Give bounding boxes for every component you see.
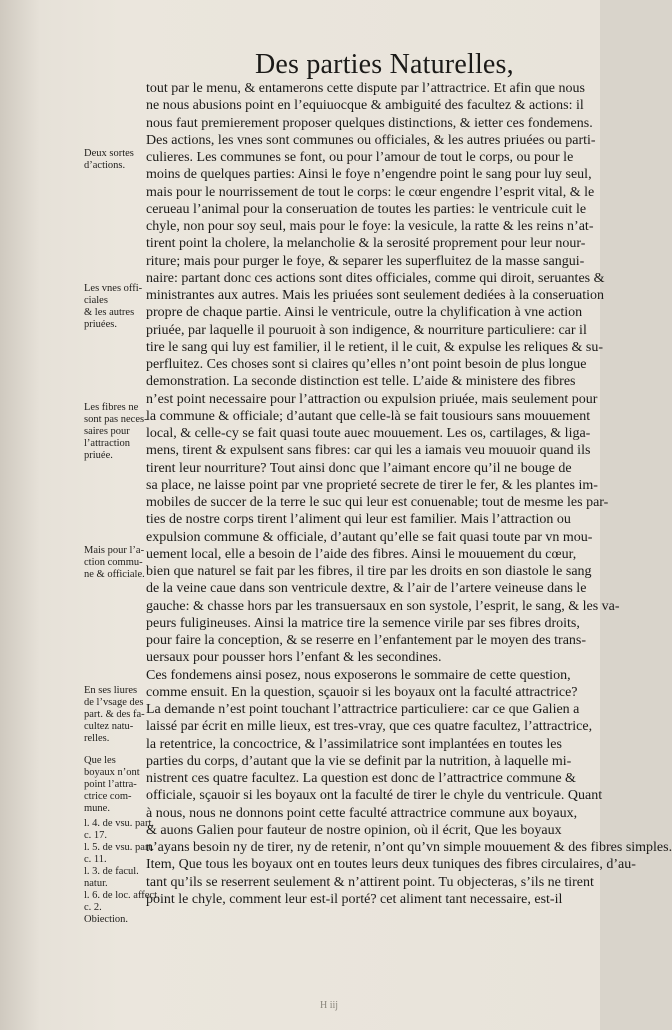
text-line: nous faut premierement proposer quelques distinctions, & ietter ces fondemens. [146,115,593,131]
text-line: chyle, non pour soy seul, mais pour le foye: la vesicule, la ratte & les reins n’at- [146,219,594,234]
text-line: cerueau l’animal pour la conseruation de toutes les parties: le ventricule cuit le [146,201,587,217]
text-line: gauche: & chasse hors par les transuersaux en son systole, l’esprit, le sang, & les va- [146,598,620,614]
margin-note-line: l. 6. de loc. affect. [84,890,160,901]
text-line: mens, tirent & expulsent sans fibres: car qui les a iamais veu mouuoir quand ils [146,443,591,459]
text-line: La demande n’est point touchant l’attractrice particuliere: car ce que Galien a [146,702,580,717]
text-line: n’est point necessaire pour l’attraction ou expulsion priuée, mais seulement pour [146,391,598,407]
text-line: mais pour le nourrissement de tout le corps: le cœur engendre l’esprit vital, & le [146,184,595,200]
margin-note-line: relles. [84,733,110,744]
text-line: nistrent ces quatre facultez. La question est donc de l’attractrice commune & [146,771,576,786]
margin-note-boyaux [84,755,148,815]
margin-note-line: c. 17. [84,830,108,841]
text-line: pour faire la conception, & se reserre en l’enfantement par le moyen des trans- [146,633,587,648]
text-line: culieres. Les communes se font, ou pour l’amour de tout le corps, ou pour le [146,150,574,165]
margin-note-line: l’attraction [84,438,131,449]
margin-note-line: Les vnes offi- [84,283,143,294]
margin-note-commune [84,545,148,581]
margin-note-line: ciales [84,295,108,306]
text-line: local, & celle-cy se fait quasi toute auec mouuement. Les os, cartilages, & liga- [146,426,591,441]
margin-note-line: l. 4. de vsu. part. [84,818,154,829]
text-line: laissé par écrit en mille lieux, est tres-vray, que ces quatre facultez, l’attractrice, [146,719,593,735]
margin-note-line: c. 11. [84,854,107,865]
text-line: la commune & officiale; d’autant que celle-là se fait tousiours sans mouuement [146,408,591,424]
text-line: riture; mais pour purger le foye, & separer les superfluitez de la masse sangui- [146,253,585,269]
margin-note-line: natur. [84,878,108,889]
margin-note-line: saires pour [84,426,130,437]
text-line: priuée, par laquelle il pouruoit à son indigence, & nourriture particuliere: car il [146,322,587,338]
margin-note-line: priuées. [84,319,117,330]
margin-note-line: sont pas neces- [84,414,148,425]
text-line: mobiles de succer de la terre le suc qui leur est conuenable; tout de mesme les par- [146,495,609,510]
margin-note-line: part. & des fa- [84,709,145,720]
text-line: Des actions, les vnes sont communes ou officiales, & les autres priuées ou parti- [146,132,596,148]
text-line: propre de chaque partie. Ainsi le ventricule, outre la chylification à vne action [146,305,583,321]
text-line: tant qu’ils se reserrent seulement & n’attirent point. Tu objecteras, s’ils ne tirent [146,874,594,890]
text-line: ministrantes aux autres. Mais les priuées sont seulement dediées à la conseruation [146,288,604,303]
text-line: sa place, ne laisse point par vne proprieté secrete de tirer le fer, & les plantes im- [146,477,598,493]
text-line: tirent leur nourriture? Tout ainsi donc que l’aimant encore qu’il ne bouge de [146,460,572,476]
margin-note-line: boyaux n’ont [84,767,140,778]
margin-note-line: Mais pour l’a- [84,545,145,556]
text-line: uement local, elle a besoin de l’aide des fibres. Ainsi le mouuement du cœur, [146,546,577,562]
margin-note-line: mune. [84,803,110,814]
margin-note-line: & les autres [84,307,135,318]
margin-note-line: Deux sortes [84,148,134,159]
margin-note-line: de l’vsage des [84,697,144,708]
margin-note-line: priuée. [84,450,113,461]
signature-mark: H iij [320,1000,339,1011]
text-line: peurs fuligineuses. Ainsi la matrice tire la semence virile par ses fibres droits, [146,615,580,631]
text-line: comme ensuit. En la question, sçauoir si les boyaux ont la faculté attractrice? [146,684,578,700]
text-line: ties de nostre corps tirent l’aliment qui leur est familier. Mais l’attraction ou [146,512,571,528]
margin-note-line: Les fibres ne [84,402,139,413]
margin-note-fibres [84,402,148,462]
margin-note-liures [84,685,148,745]
main-text-column [146,80,672,908]
margin-note-officiales [84,283,148,331]
text-line: ne nous abusions point en l’equiuocque & ambiguité des facultez & actions: il [146,98,584,114]
text-line: & auons Galien pour fauteur de nostre opinion, où il écrit, Que les boyaux [146,822,562,838]
text-line: demonstration. La seconde distinction est telle. L’aide & ministere des fibres [146,374,576,390]
margin-note-line: cultez natu- [84,721,134,732]
text-line: n’ayans besoin ny de tirer, ny de retenir, n’ont qu’vn simple mouuement & des fibres simples. [146,840,672,855]
margin-note-line: c. 2. [84,902,102,913]
margin-note-line: Que les [84,755,116,766]
margin-note-line: d’actions. [84,160,126,171]
margin-note-references [84,818,160,926]
margin-note-line: l. 5. de vsu. part. [84,842,154,853]
margin-note-line: ctrice com- [84,791,132,802]
text-line: moins de quelques parties: Ainsi le foye n’engendre point le sang pour luy seul, [146,167,592,183]
text-line: à nous, nous ne donnons point cette faculté attractrice commune aux boyaux, [146,805,578,821]
text-line: tire le sang qui luy est familier, il le retient, il le cuit, & expulse les reliques & su- [146,339,604,355]
margin-note-line: point l’attra- [84,779,137,790]
text-line: parties du corps, d’autant que la vie se definit par la nutrition, à laquelle mi- [146,753,572,769]
text-line: officiale, sçauoir si les boyaux ont la faculté de tirer le chyle du ventricule. Quant [146,788,603,804]
text-line: la retentrice, la concoctrice, & l’assimilatrice sont implantées en toutes les [146,736,562,752]
text-line: uersaux pour pousser hors l’enfant & les secondines. [146,650,442,666]
margin-note-line: ne & officiale. [84,569,145,580]
text-line: expulsion commune & officiale, d’autant qu’elle se fait quasi toute par vn mou- [146,529,593,545]
margin-note-line: En ses liures [84,685,138,696]
margin-note-line: l. 3. de facul. [84,866,139,877]
margin-note-line: Obiection. [84,914,129,925]
margin-note-deux-sortes [84,148,148,172]
text-line: Ces fondemens ainsi posez, nous exposerons le sommaire de cette question, [146,667,571,683]
text-line: tirent point la cholere, la melancholie & la serosité proprement pour leur nour- [146,236,586,252]
text-line: bien que naturel se fait par les fibres, il tire par les droits en son diastole le sang [146,564,592,579]
text-line: point le chyle, comment leur est-il porté? cet aliment tant necessaire, est-il [146,891,563,907]
margin-note-line: ction commu- [84,557,143,568]
text-line: perfluitez. Ces choses sont si claires qu’elles n’ont point besoin de plus longue [146,357,587,372]
running-title: Des parties Naturelles, [255,49,514,80]
text-line: naire: partant donc ces actions sont dites officiales, comme qui diroit, seruantes & [146,270,605,286]
text-line: Item, Que tous les boyaux ont en toutes leurs deux tuniques des fibres circulaires, d’au- [146,857,636,873]
text-line: de la veine caue dans son ventricule dextre, & l’air de l’artere veineuse dans le [146,581,587,597]
text-line: tout par le menu, & entamerons cette dispute par l’attractrice. Et afin que nous [146,81,585,96]
